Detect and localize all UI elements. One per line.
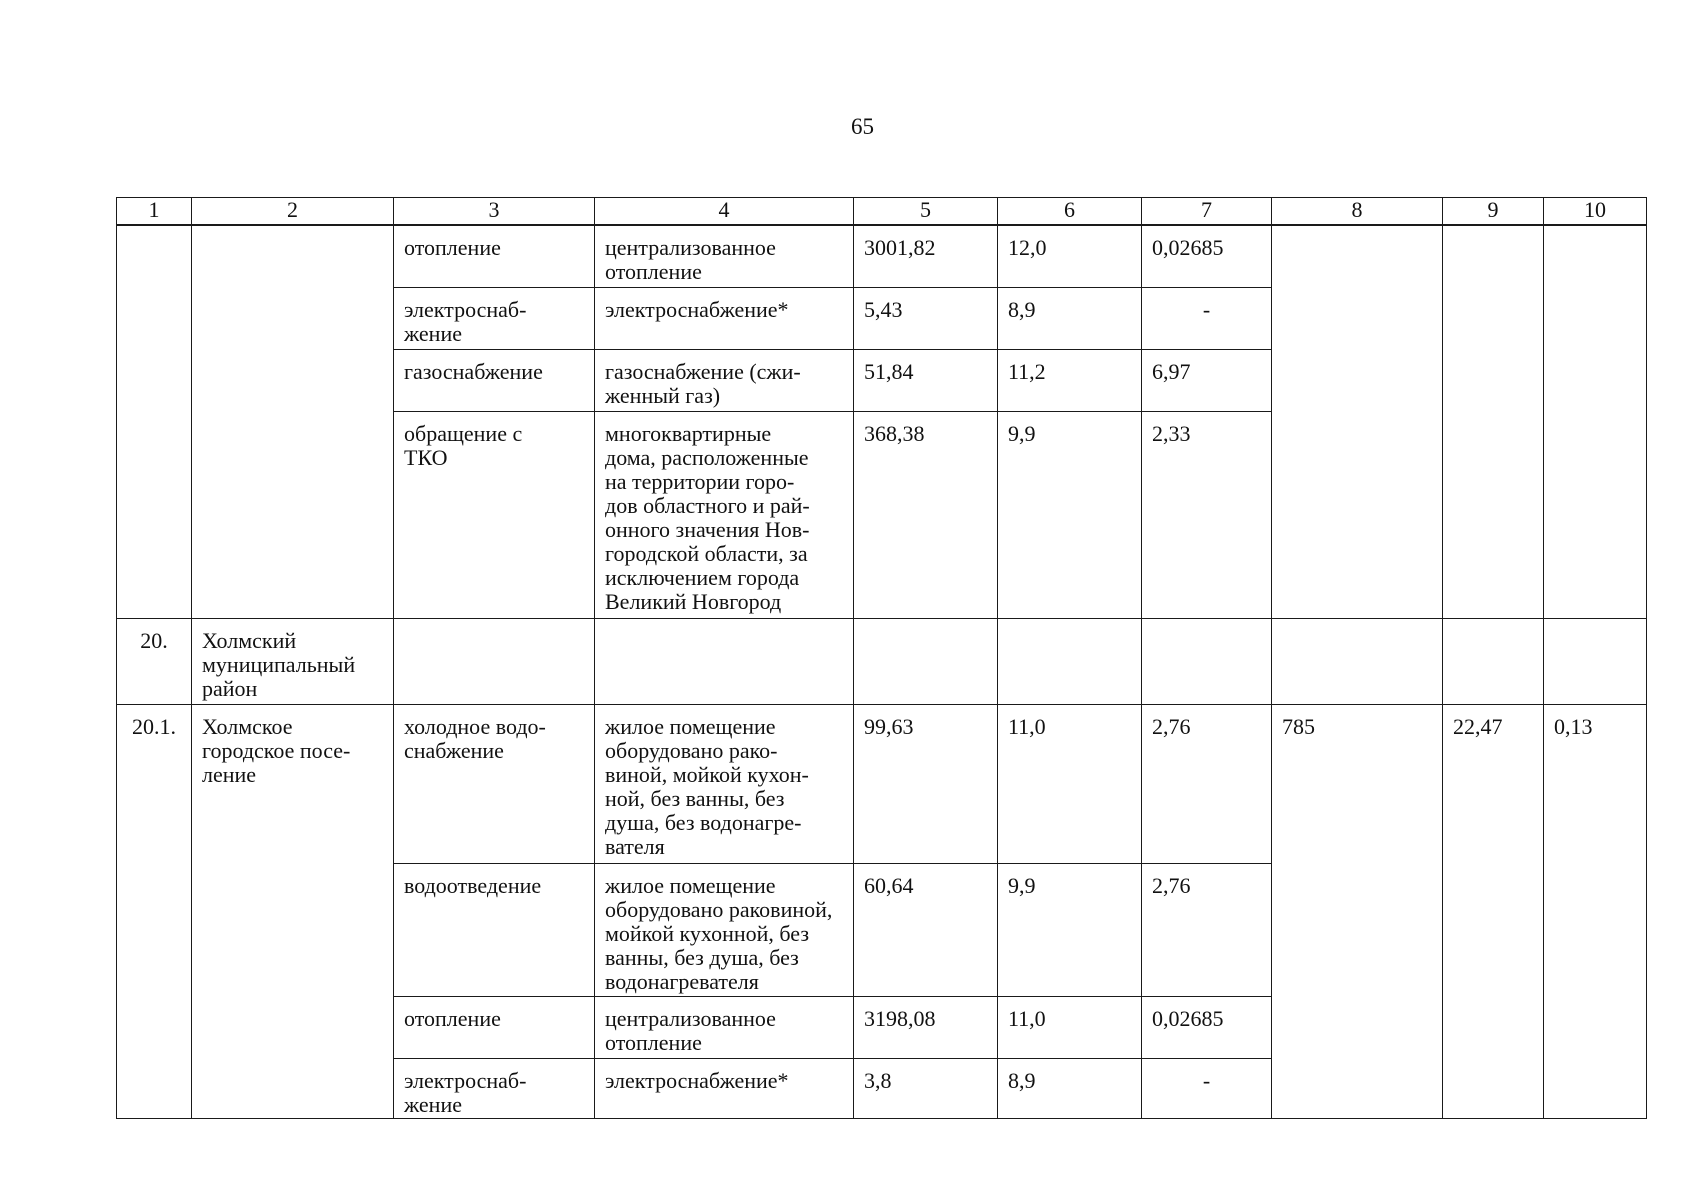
value-cell: 51,84 bbox=[854, 349, 998, 411]
value-cell: 11,2 bbox=[998, 349, 1142, 411]
value-cell: 6,97 bbox=[1142, 349, 1272, 411]
value-cell: 0,13 bbox=[1544, 704, 1647, 1118]
value-cell: - bbox=[1142, 1058, 1272, 1118]
service-cell: отопление bbox=[394, 996, 595, 1058]
row-number-cell: 20. bbox=[117, 618, 192, 704]
column-header: 7 bbox=[1142, 198, 1272, 226]
column-header: 9 bbox=[1443, 198, 1544, 226]
value-cell bbox=[1443, 225, 1544, 618]
table-row bbox=[117, 225, 1647, 287]
column-header: 4 bbox=[595, 198, 854, 226]
value-cell: 3,8 bbox=[854, 1058, 998, 1118]
value-cell: 368,38 bbox=[854, 411, 998, 618]
value-cell bbox=[1142, 618, 1272, 704]
value-cell bbox=[1272, 618, 1443, 704]
value-cell: 11,0 bbox=[998, 704, 1142, 863]
value-cell: 11,0 bbox=[998, 996, 1142, 1058]
value-cell: 8,9 bbox=[998, 287, 1142, 349]
value-cell: 5,43 bbox=[854, 287, 998, 349]
category-cell: электроснабжение* bbox=[595, 287, 854, 349]
service-cell: газоснабжение bbox=[394, 349, 595, 411]
category-cell: электроснабжение* bbox=[595, 1058, 854, 1118]
municipality-cell: Холмское городское посе- ление bbox=[192, 704, 394, 1118]
value-cell: 0,02685 bbox=[1142, 996, 1272, 1058]
value-cell: 9,9 bbox=[998, 411, 1142, 618]
column-header: 1 bbox=[117, 198, 192, 226]
value-cell: 99,63 bbox=[854, 704, 998, 863]
category-cell: централизованное отопление bbox=[595, 996, 854, 1058]
column-header: 2 bbox=[192, 198, 394, 226]
column-header: 10 bbox=[1544, 198, 1647, 226]
value-cell: 12,0 bbox=[998, 225, 1142, 287]
value-cell: 0,02685 bbox=[1142, 225, 1272, 287]
column-number-row bbox=[117, 198, 1647, 226]
page-number: 65 bbox=[851, 114, 874, 139]
service-cell: холодное водо- снабжение bbox=[394, 704, 595, 863]
category-cell: газоснабжение (сжи- женный газ) bbox=[595, 349, 854, 411]
value-cell: 8,9 bbox=[998, 1058, 1142, 1118]
value-cell bbox=[854, 618, 998, 704]
column-header: 5 bbox=[854, 198, 998, 226]
value-cell: 2,76 bbox=[1142, 863, 1272, 996]
value-cell bbox=[1272, 225, 1443, 618]
municipality-cell bbox=[192, 225, 394, 618]
municipality-cell: Холмский муниципальный район bbox=[192, 618, 394, 704]
service-cell: водоотведение bbox=[394, 863, 595, 996]
table-row bbox=[117, 704, 1647, 863]
row-number-cell: 20.1. bbox=[117, 704, 192, 1118]
column-header: 6 bbox=[998, 198, 1142, 226]
service-cell: электроснаб- жение bbox=[394, 1058, 595, 1118]
value-cell bbox=[1544, 225, 1647, 618]
category-cell: централизованное отопление bbox=[595, 225, 854, 287]
value-cell: 785 bbox=[1272, 704, 1443, 1118]
district-row bbox=[117, 618, 1647, 704]
value-cell: 60,64 bbox=[854, 863, 998, 996]
value-cell: 2,33 bbox=[1142, 411, 1272, 618]
category-cell: многоквартирные дома, расположенные на территории горо- дов областного и рай- онного значения Нов- городской области, за исключением города Великий Новгород bbox=[595, 411, 854, 618]
value-cell: 9,9 bbox=[998, 863, 1142, 996]
value-cell bbox=[1443, 618, 1544, 704]
value-cell: 3198,08 bbox=[854, 996, 998, 1058]
category-cell: жилое помещение оборудовано рако- виной, мойкой кухон- ной, без ванны, без душа, без водонагре- вателя bbox=[595, 704, 854, 863]
service-cell bbox=[394, 618, 595, 704]
value-cell: - bbox=[1142, 287, 1272, 349]
category-cell: жилое помещение оборудовано раковиной, мойкой кухонной, без ванны, без душа, без водонагревателя bbox=[595, 863, 854, 996]
value-cell: 22,47 bbox=[1443, 704, 1544, 1118]
service-cell: обращение с ТКО bbox=[394, 411, 595, 618]
value-cell: 2,76 bbox=[1142, 704, 1272, 863]
value-cell bbox=[1544, 618, 1647, 704]
value-cell bbox=[998, 618, 1142, 704]
tariff-table bbox=[116, 197, 1647, 1119]
value-cell: 3001,82 bbox=[854, 225, 998, 287]
row-number-cell bbox=[117, 225, 192, 618]
column-header: 3 bbox=[394, 198, 595, 226]
service-cell: отопление bbox=[394, 225, 595, 287]
service-cell: электроснаб- жение bbox=[394, 287, 595, 349]
column-header: 8 bbox=[1272, 198, 1443, 226]
category-cell bbox=[595, 618, 854, 704]
